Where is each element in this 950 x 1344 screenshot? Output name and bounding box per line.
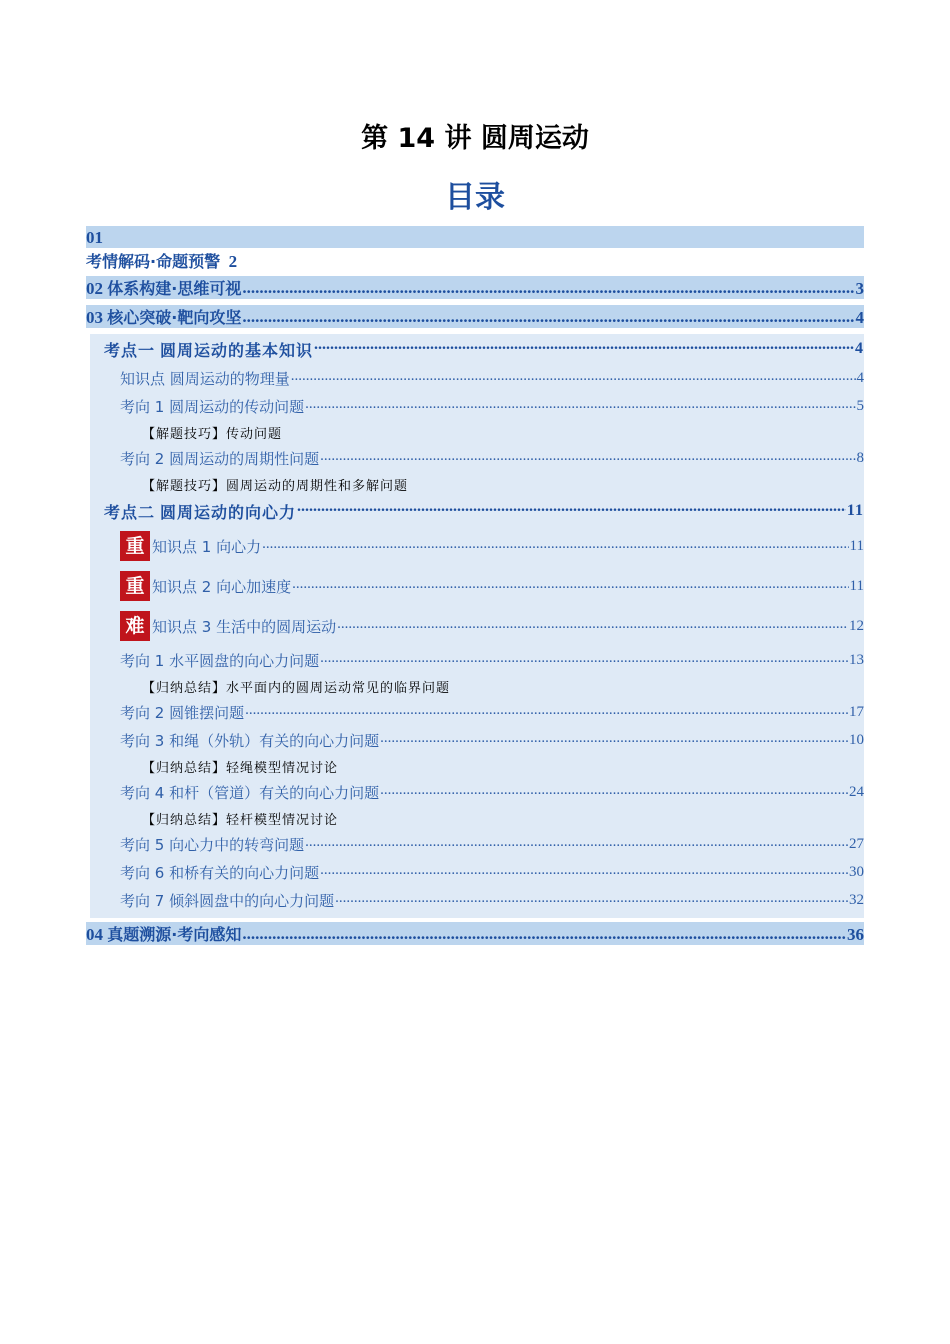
toc-section-04[interactable]: 04 真题溯源·考向感知 ..... 36 bbox=[86, 922, 864, 945]
toc-section-01-page: 2 bbox=[228, 252, 238, 271]
toc-section-04-page: 36 bbox=[847, 925, 864, 944]
toc-section-03[interactable]: 03 核心突破·靶向攻坚 ..... 4 bbox=[86, 305, 864, 328]
toc-section-02-page: 3 bbox=[855, 279, 864, 298]
key-point-badge: 重 bbox=[120, 531, 150, 561]
toc-section-01-title: 考情解码·命题预警 bbox=[86, 252, 221, 271]
toc-section-01-number[interactable]: 01 bbox=[86, 226, 864, 248]
toc-tip[interactable]: 【归纳总结】轻绳模型情况讨论 bbox=[142, 760, 339, 776]
toc-item[interactable]: 考向 4 和杆（管道）有关的向心力问题 ..... 24 bbox=[90, 778, 864, 806]
toc-item[interactable]: 考向 6 和桥有关的向心力问题 ..... 30 bbox=[90, 858, 864, 886]
toc-tip[interactable]: 【解题技巧】传动问题 bbox=[142, 426, 283, 442]
document-title: 第 14 讲 圆周运动 bbox=[361, 123, 589, 154]
toc-section-01[interactable] bbox=[86, 248, 864, 272]
toc-section-04-title: 真题溯源·考向感知 bbox=[107, 925, 242, 944]
toc-section-02[interactable]: 02 体系构建·思维可视 ..... 3 bbox=[86, 276, 864, 299]
table-of-contents bbox=[86, 226, 864, 951]
toc-section-03-title: 核心突破·靶向攻坚 bbox=[107, 308, 242, 327]
toc-item[interactable]: 考向 1 水平圆盘的向心力问题 ..... 13 bbox=[90, 646, 864, 674]
toc-key-item[interactable]: 重 知识点 1 向心力 ..... 11 bbox=[90, 526, 864, 566]
toc-item[interactable]: 考向 5 向心力中的转弯问题 ..... 27 bbox=[90, 830, 864, 858]
toc-item[interactable]: 考向 2 圆锥摆问题 ..... 17 bbox=[90, 698, 864, 726]
toc-tip[interactable]: 【归纳总结】水平面内的圆周运动常见的临界问题 bbox=[142, 680, 451, 696]
difficult-point-badge: 难 bbox=[120, 611, 150, 641]
toc-tip[interactable]: 【解题技巧】圆周运动的周期性和多解问题 bbox=[142, 478, 409, 494]
toc-key-item[interactable]: 重 知识点 2 向心加速度 ..... 11 bbox=[90, 566, 864, 606]
toc-tip[interactable]: 【归纳总结】轻杆模型情况讨论 bbox=[142, 812, 339, 828]
toc-section-02-title: 体系构建·思维可视 bbox=[107, 279, 242, 298]
toc-item[interactable]: 考向 2 圆周运动的周期性问题 ..... 8 bbox=[90, 444, 864, 472]
toc-item[interactable]: 知识点 圆周运动的物理量 ..... 4 bbox=[90, 364, 864, 392]
toc-topic-1[interactable]: 考点一 圆周运动的基本知识 ..... 4 bbox=[90, 334, 864, 364]
toc-item[interactable]: 考向 1 圆周运动的传动问题 ..... 5 bbox=[90, 392, 864, 420]
toc-heading: 目录 bbox=[445, 180, 505, 215]
toc-item[interactable]: 考向 7 倾斜圆盘中的向心力问题 ..... 32 bbox=[90, 886, 864, 914]
key-point-badge: 重 bbox=[120, 571, 150, 601]
toc-section-03-body bbox=[90, 334, 864, 918]
toc-item[interactable]: 考向 3 和绳（外轨）有关的向心力问题 ..... 10 bbox=[90, 726, 864, 754]
toc-key-item[interactable]: 难 知识点 3 生活中的圆周运动 ..... 12 bbox=[90, 606, 864, 646]
toc-topic-2[interactable]: 考点二 圆周运动的向心力 ..... 11 bbox=[90, 496, 864, 526]
toc-section-03-page: 4 bbox=[855, 308, 864, 327]
